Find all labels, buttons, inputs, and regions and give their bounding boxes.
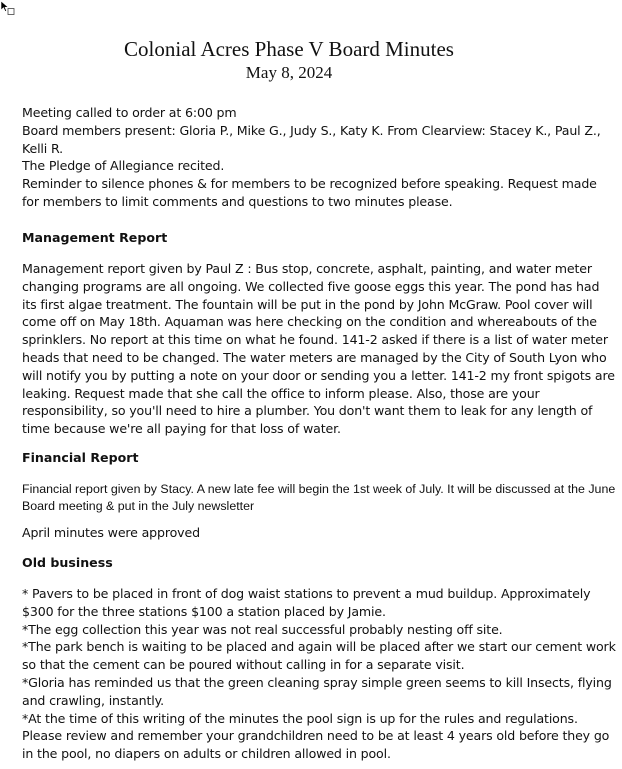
april-minutes-text: April minutes were approved — [22, 525, 200, 540]
old-business-item-pool-sign: *At the time of this writing of the minutes the pool sign is up for the rules and regulations. Please review and remember your grandchildren need to be at least 4 years old before they go in the pool, no diapers on adults or children allowed in pool. — [22, 710, 610, 762]
management-report-text: Management report given by Paul Z : Bus stop, concrete, asphalt, painting, and water meter changing programs are all ongoing. We collected five goose eggs this year. The pond has had its first algae treatment. The fountain will be put in the pond by John McGraw. Pool cover will come off on May 18th. Aquaman was here checking on the condition and whereabouts of the sprinklers. No report at this time on what he found. 141-2 asked if there is a list of water meter heads that need to be changed. The water meters are managed by the City of South Lyon who will notify you by putting a note on your door or sending you a letter. 141-2 my front spigots are leaking. Request made that she call the office to inform please. Also, those are your responsibility, so you'll need to hire a plumber. You don't want them to leak for any length of time because we're all paying for that loss of water. — [22, 261, 615, 437]
call-to-order-text: Meeting called to order at 6:00 pm — [22, 105, 237, 120]
members-present-text: Board members present: Gloria P., Mike G., Judy S., Katy K. From Clearview: Stacey K., Paul Z., Kelli R. — [22, 122, 601, 156]
opening-section — [22, 104, 617, 211]
management-heading: Management Report — [22, 230, 168, 245]
old-business-item-eggs: *The egg collection this year was not real successful probably nesting off site. — [22, 621, 503, 637]
financial-heading: Financial Report — [22, 450, 139, 465]
pledge-text: The Pledge of Allegiance recited. — [22, 158, 225, 174]
reminder-text: Reminder to silence phones & for members to be recognized before speaking. Request made for members to limit comments and questions to two minutes please. — [22, 176, 597, 209]
old-business-heading: Old business — [22, 555, 113, 570]
old-business-item-spray: *Gloria has reminded us that the green cleaning spray simple green seems to kill Insects, flying and crawling, instantly. — [22, 674, 612, 708]
management-body — [22, 260, 617, 438]
document-date: May 8, 2024 — [245, 63, 333, 82]
old-business-item-bench: *The park bench is waiting to be placed and again will be placed after we start our cement work so that the cement can be poured without calling in for a separate visit. — [22, 639, 616, 673]
old-business-item-pavers: * Pavers to be placed in front of dog waist stations to prevent a mud buildup. Approximately $300 for the three stations $100 a station placed by Jamie. — [22, 586, 591, 619]
financial-report-text: Financial report given by Stacy. A new late fee will begin the 1st week of July. It will be discussed at the June Board meeting & put in the July newsletter — [22, 482, 616, 513]
old-business-list — [22, 585, 617, 763]
mouse-cursor-icon — [0, 0, 16, 16]
document-title: Colonial Acres Phase V Board Minutes — [124, 37, 454, 61]
